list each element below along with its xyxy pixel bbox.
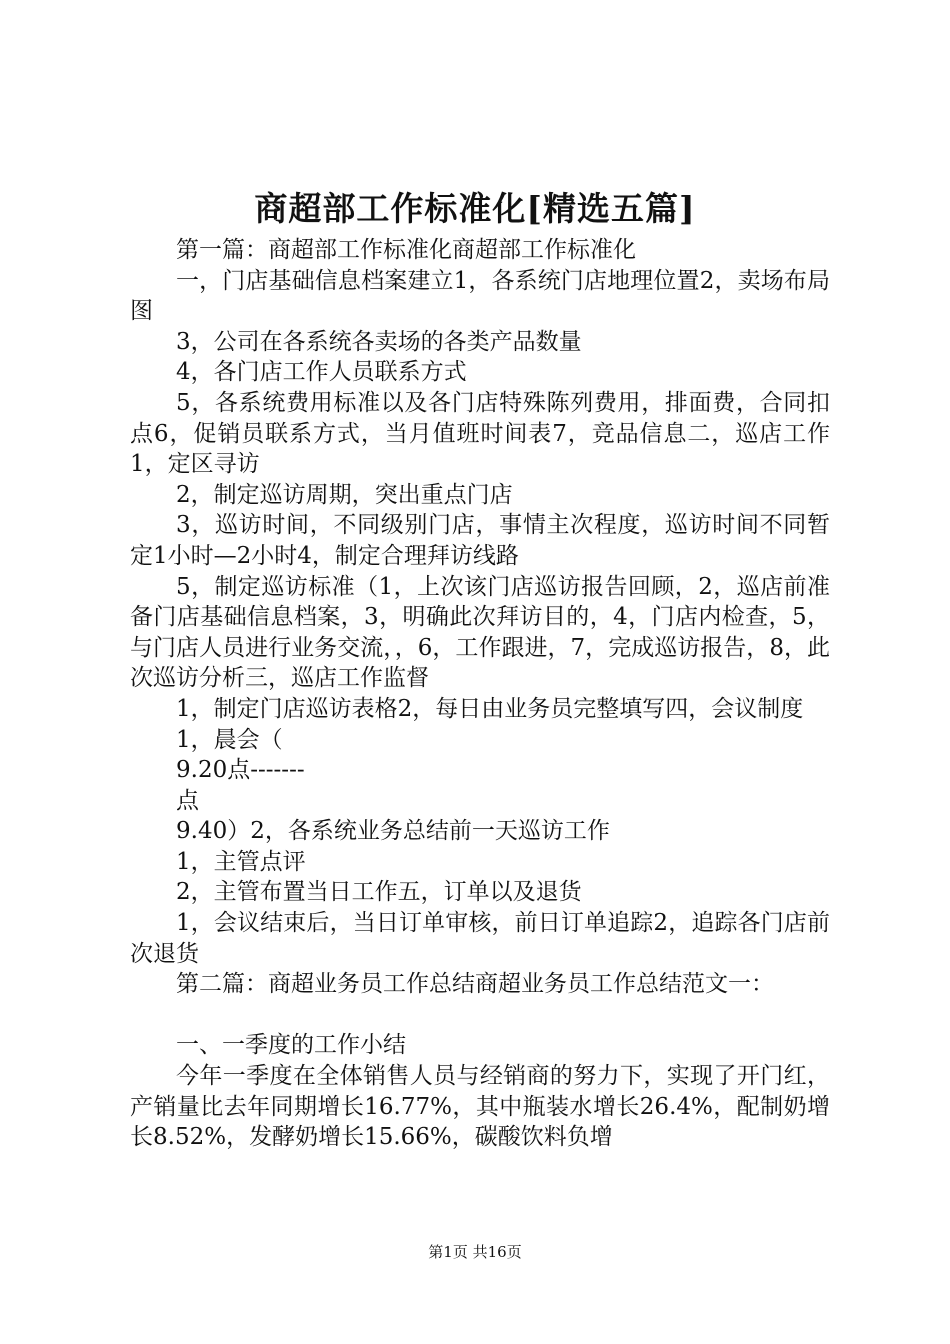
paragraph: 第一篇：商超部工作标准化商超部工作标准化	[176, 237, 636, 263]
paragraph: 2，主管布置当日工作五，订单以及退货	[176, 879, 582, 906]
paragraph: 3，公司在各系统各卖场的各类产品数量	[176, 328, 582, 355]
paragraph: 3，巡访时间，不同级别门店，事情主次程度，巡访时间不同暂定1小时—2小时4，制定合理拜访线路	[130, 512, 830, 569]
paragraph: 今年一季度在全体销售人员与经销商的努力下，实现了开门红，产销量比去年同期增长16.77%，其中瓶装水增长26.4%，配制奶增长8.52%，发酵奶增长15.66%，碳酸饮料负增	[130, 1063, 830, 1151]
paragraph: 一，门店基础信息档案建立1，各系统门店地理位置2，卖场布局图	[130, 267, 830, 325]
paragraph: 2，制定巡访周期，突出重点门店	[176, 481, 513, 508]
paragraph: 1，制定门店巡访表格2，每日由业务员完整填写四，会议制度	[176, 695, 804, 722]
paragraph: 1，会议结束后，当日订单审核，前日订单追踪2，追踪各门店前次退货	[130, 910, 830, 967]
document-title: 商超部工作标准化[精选五篇]	[254, 189, 696, 228]
paragraph	[130, 1000, 830, 1031]
paragraph: 5，制定巡访标准（1，上次该门店巡访报告回顾，2，巡店前准备门店基础信息档案，3，明确此次拜访目的，4，门店内检查，5，与门店人员进行业务交流，，6，工作跟进，7，完成巡访报告，8，此次巡访分析三，巡店工作监督	[130, 573, 830, 692]
paragraph: 4，各门店工作人员联系方式	[176, 359, 467, 386]
paragraph: 一、一季度的工作小结	[176, 1032, 406, 1059]
paragraph: 1，主管点评	[176, 848, 306, 875]
paragraph: 9.20点-------	[176, 757, 305, 784]
paragraph: 1，晨会（	[176, 726, 283, 753]
paragraph: 5，各系统费用标准以及各门店特殊陈列费用，排面费，合同扣点6，促销员联系方式，当月值班时间表7，竞品信息二，巡店工作1，定区寻访	[130, 389, 830, 478]
document-body	[130, 235, 830, 1153]
paragraph: 第二篇：商超业务员工作总结商超业务员工作总结范文一：	[176, 971, 774, 998]
page-footer: 第1页 共16页	[428, 1243, 522, 1261]
paragraph: 9.40）2，各系统业务总结前一天巡访工作	[176, 818, 610, 845]
paragraph: 点	[176, 787, 199, 814]
